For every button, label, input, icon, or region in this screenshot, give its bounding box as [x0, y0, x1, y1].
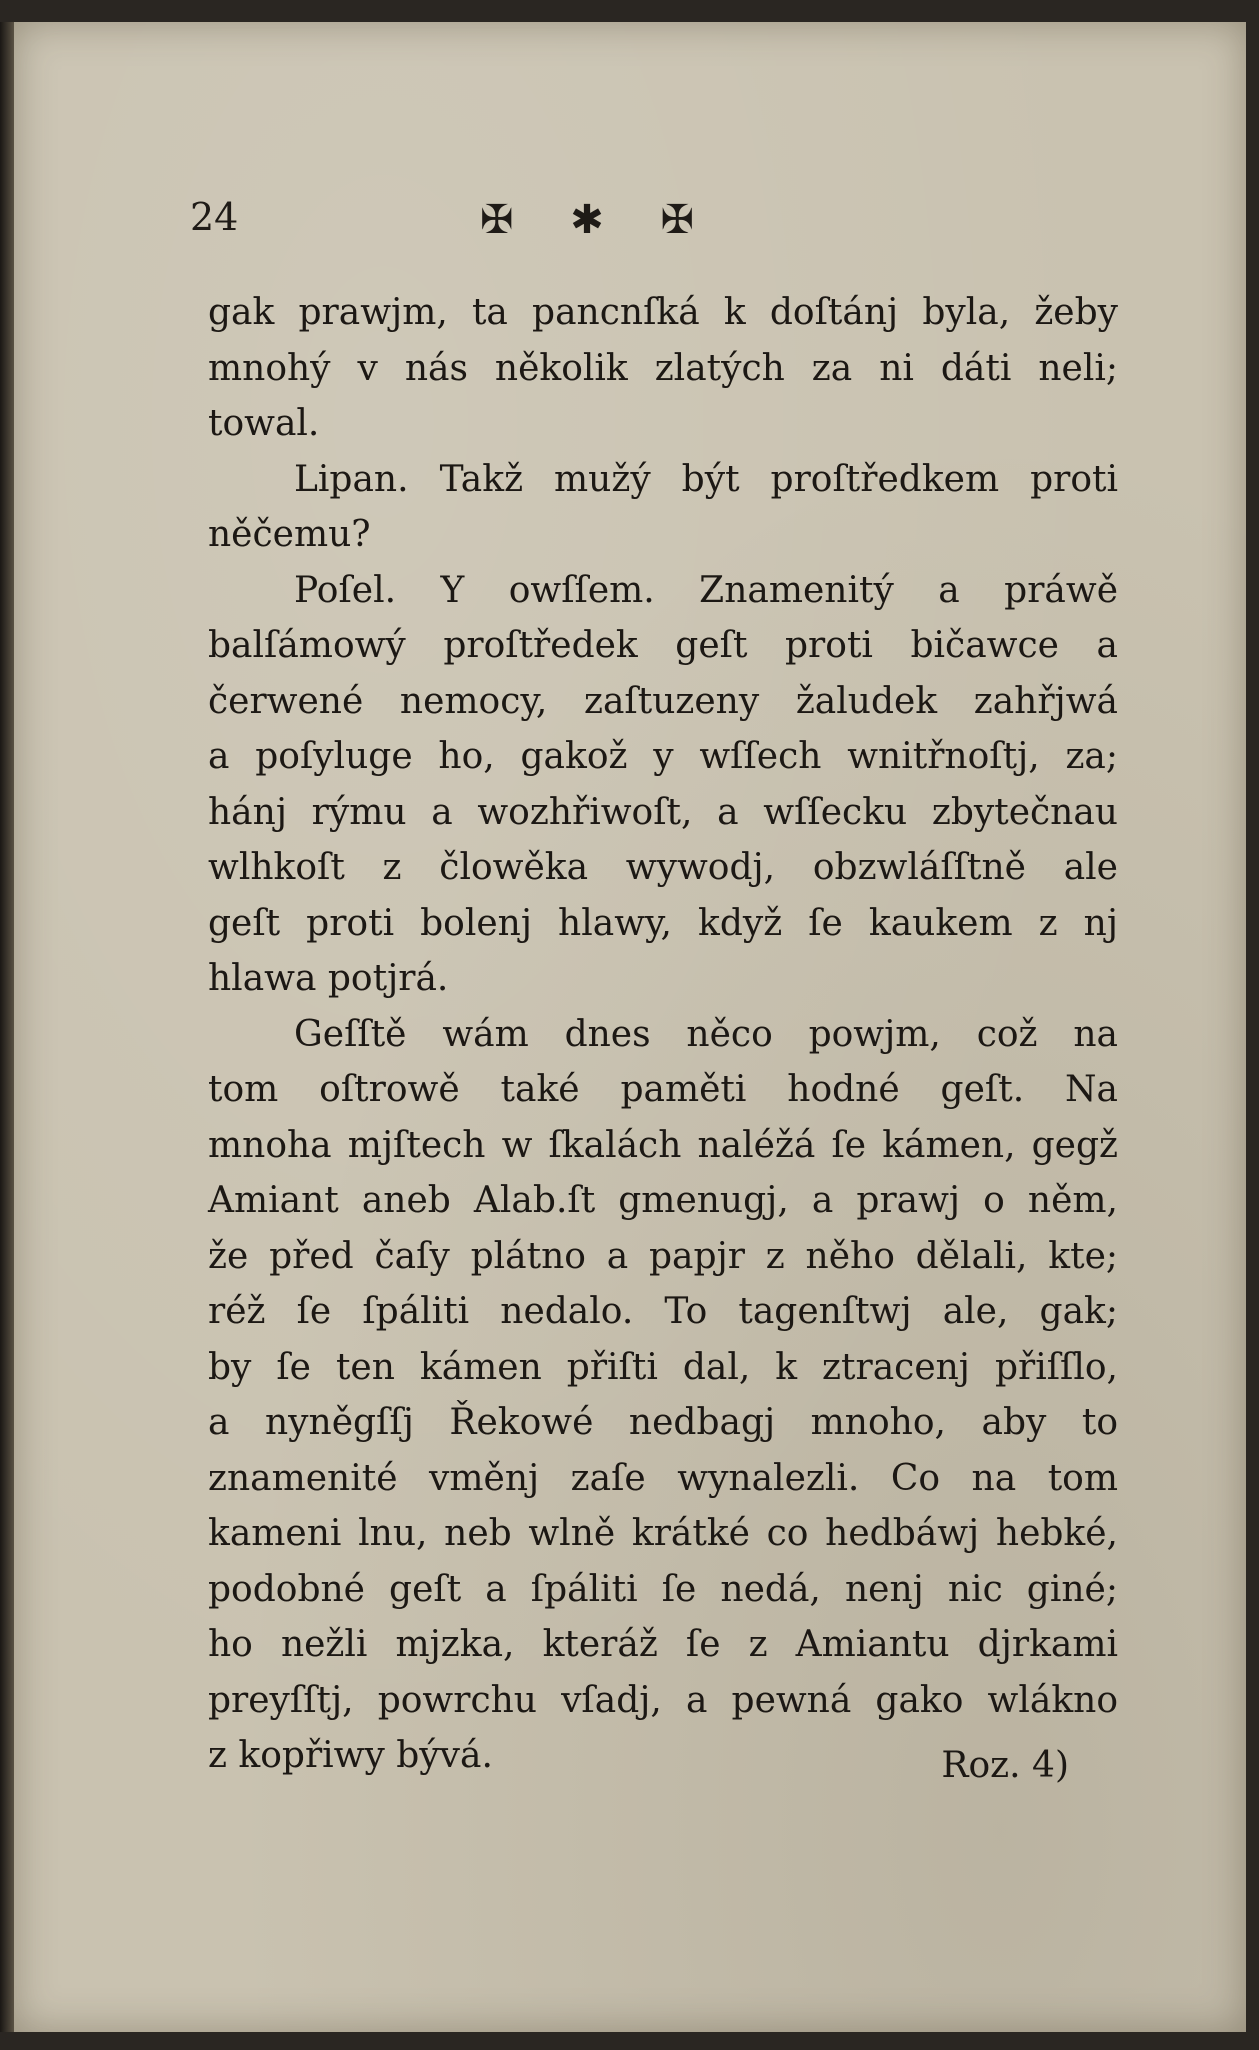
text-line: že před čaſy plátno a papjr z něho dělali, kte;: [208, 1235, 1118, 1277]
text-line: by ſe ten kámen přiſti dal, k ztracenj přiſſlo,: [208, 1346, 1118, 1388]
text-line: podobné geſt a ſpáliti ſe nedá, nenj nic giné;: [208, 1568, 1118, 1610]
text-line: tom oſtrowě také paměti hodné geſt. Na: [208, 1069, 1118, 1110]
text-line: réž ſe ſpáliti nedalo. To tagenſtwj ale, gak;: [208, 1291, 1118, 1332]
text-line: Poſel. Y owſſem. Znamenitý a práwě: [294, 569, 1118, 611]
text-line: něčemu?: [208, 514, 371, 555]
header-ornament-icon: ✠ ✱ ✠: [480, 197, 716, 243]
page-number: 24: [190, 195, 239, 239]
text-line: geſt proti bolenj hlawy, když ſe kaukem z nj: [208, 902, 1118, 944]
text-line: wlhkoſt z člowěka wywodj, obzwláſſtně ale: [208, 847, 1118, 888]
text-line: preyſſtj, powrchu vſadj, a pewná gako wlákno: [208, 1679, 1118, 1721]
text-line: towal.: [208, 403, 320, 444]
text-line: hánj rýmu a wozhřiwoſt, a wſſecku zbytečnau: [208, 791, 1118, 833]
text-line: znamenité vměnj zaſe wynalezli. Co na tom: [208, 1457, 1118, 1499]
running-header: [190, 195, 810, 245]
text-line: balſámowý proſtředek geſt proti bičawce a: [208, 625, 1118, 666]
text-line: Amiant aneb Alab.ſt gmenugj, a prawj o něm,: [208, 1180, 1118, 1221]
text-line: kameni lnu, neb wlně krátké co hedbáwj hebké,: [208, 1513, 1118, 1554]
page-edge-shadow: [0, 22, 14, 2032]
text-line: Geſſtě wám dnes něco powjm, což na: [294, 1013, 1118, 1055]
text-line: mnohý v nás několik zlatých za ni dáti neli;: [208, 347, 1118, 389]
text-line: Lipan. Takž mužý být proſtředkem proti: [294, 458, 1118, 500]
text-line: mnoha mjſtech w ſkalách naléžá ſe kámen, gegž: [208, 1124, 1118, 1166]
text-line: a poſyluge ho, gakož y wſſech wnitřnoſtj, za;: [208, 736, 1118, 777]
text-line: čerwené nemocy, zaſtuzeny žaludek zahřjwá: [208, 680, 1118, 722]
text-line: a nyněgſſj Řekowé nedbagj mnoho, aby to: [208, 1402, 1118, 1443]
text-line: z kopřiwy bývá.: [208, 1735, 493, 1776]
text-line: ho nežli mjzka, kteráž ſe z Amiantu djrkami: [208, 1624, 1118, 1665]
body-text: [208, 285, 1118, 1784]
catchword: Roz. 4): [941, 1745, 1069, 1786]
text-line: hlawa potjrá.: [208, 958, 449, 999]
text-line: gak prawjm, ta pancnſká k doſtánj byla, žeby: [208, 292, 1118, 333]
